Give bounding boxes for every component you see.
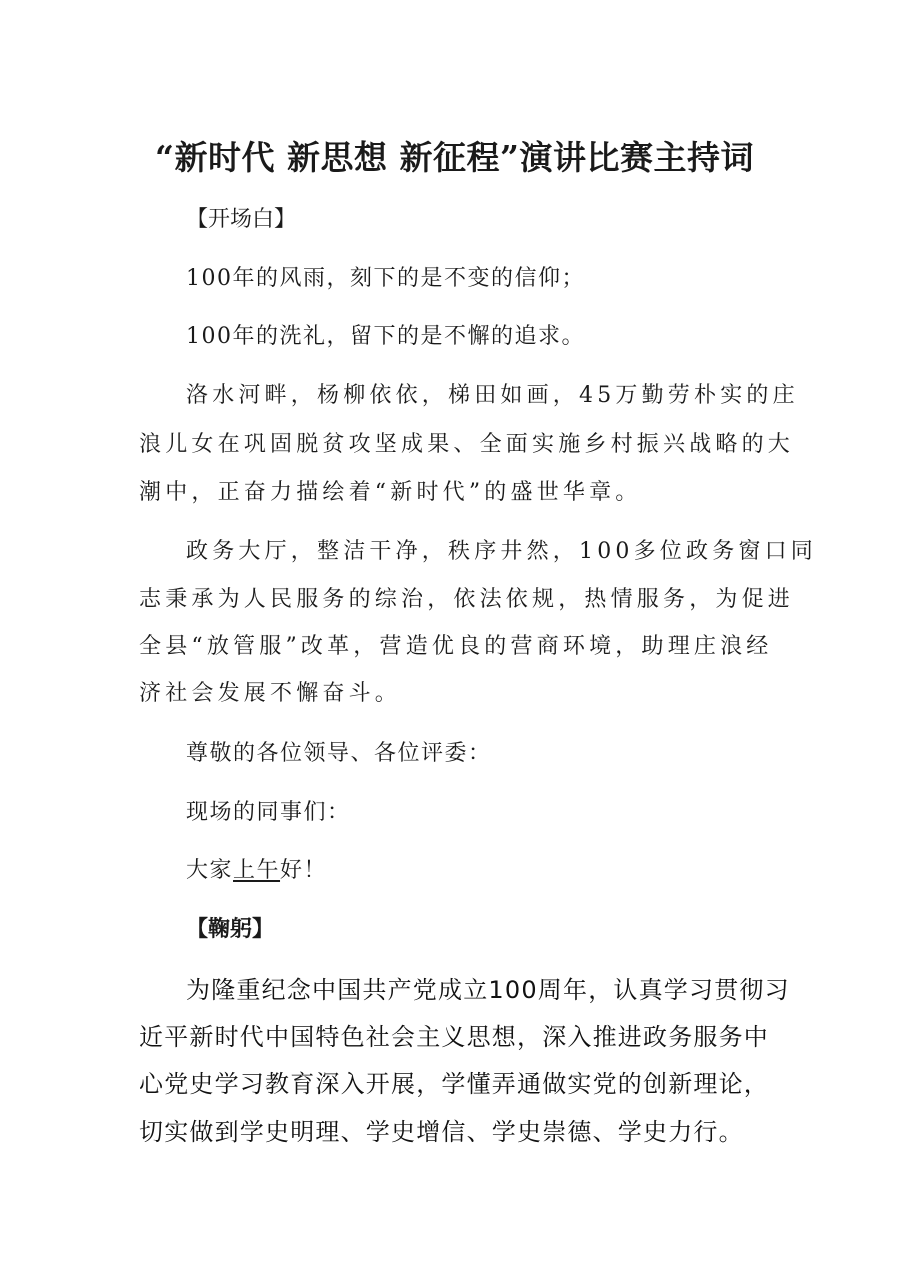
paragraph-3-line-2: 近平新时代中国特色社会主义思想，深入推进政务服务中 xyxy=(139,1023,769,1051)
greeting-good-morning-underlined: 上午 xyxy=(233,858,281,883)
opening-heading: 【开场白】 xyxy=(186,207,297,232)
paragraph-1-line-3: 潮中，正奋力描绘着“新时代”的盛世华章。 xyxy=(139,480,642,505)
bow-heading: 【鞠躬】 xyxy=(186,917,275,942)
greeting-colleagues: 现场的同事们： xyxy=(186,800,351,825)
paragraph-3-line-4: 切实做到学史明理、学史增信、学史崇德、学史力行。 xyxy=(139,1118,744,1146)
greeting-leaders: 尊敬的各位领导、各位评委： xyxy=(186,741,492,766)
paragraph-1-line-1: 洛水河畔，杨柳依依，梯田如画，45万勤劳朴实的庄 xyxy=(186,383,799,408)
greeting-good-morning-suffix: 好！ xyxy=(280,858,328,883)
document-title: “新时代 新思想 新征程”演讲比赛主持词 xyxy=(155,138,754,177)
opening-line-2: 100年的洗礼，留下的是不懈的追求。 xyxy=(186,324,585,349)
greeting-good-morning-prefix: 大家 xyxy=(186,858,234,883)
paragraph-1-line-2: 浪儿女在巩固脱贫攻坚成果、全面实施乡村振兴战略的大 xyxy=(139,432,795,457)
paragraph-3-line-1: 为隆重纪念中国共产党成立100周年，认真学习贯彻习 xyxy=(186,976,790,1004)
paragraph-2-line-1: 政务大厅，整洁干净，秩序井然，100多位政务窗口同 xyxy=(186,539,817,564)
paragraph-2-line-3: 全县“放管服”改革，营造优良的营商环境，助理庄浪经 xyxy=(139,634,773,659)
paragraph-2-line-4: 济社会发展不懈奋斗。 xyxy=(139,681,402,706)
greeting-good-morning xyxy=(186,851,327,891)
paragraph-2-line-2: 志秉承为人民服务的综治，依法依规，热情服务，为促进 xyxy=(139,587,795,612)
opening-line-1: 100年的风雨，刻下的是不变的信仰； xyxy=(186,266,585,291)
paragraph-3-line-3: 心党史学习教育深入开展，学懂弄通做实党的创新理论， xyxy=(139,1070,769,1098)
